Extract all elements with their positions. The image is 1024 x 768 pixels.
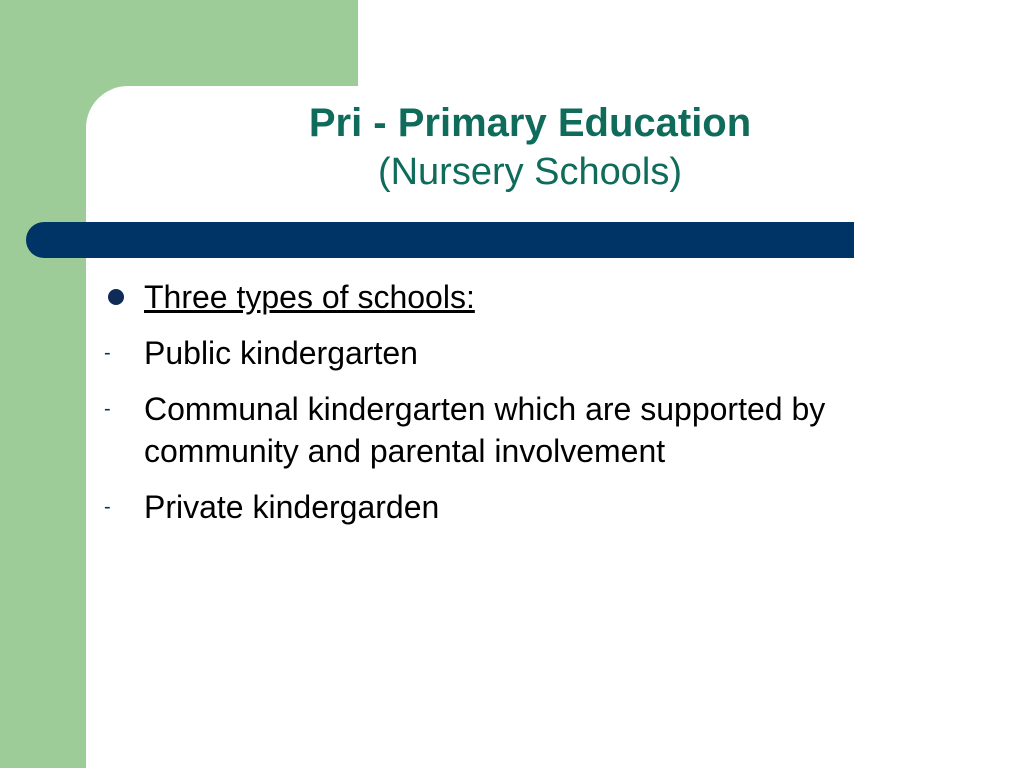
accent-bar [26, 222, 854, 258]
dash-marker: - [104, 342, 111, 364]
slide-title: Pri - Primary Education [308, 101, 752, 145]
list-item-text: Public kindergarten [144, 335, 418, 371]
list-item-text: Communal kindergarten which are supported by community and parental involvement [144, 391, 826, 469]
bullet-heading: Three types of schools: [144, 279, 475, 315]
white-top-area [358, 0, 1024, 86]
bullet-dot-icon [108, 289, 124, 305]
list-item [104, 388, 984, 472]
list-item-text: Private kindergarden [144, 489, 440, 525]
slide-body [104, 276, 984, 542]
dash-marker: - [104, 398, 111, 420]
list-item [104, 332, 984, 374]
slide-title-area [180, 98, 880, 196]
list-item [104, 486, 984, 528]
dash-marker: - [104, 496, 111, 518]
bullet-heading-row [104, 276, 984, 318]
slide-subtitle: (Nursery Schools) [377, 151, 683, 193]
